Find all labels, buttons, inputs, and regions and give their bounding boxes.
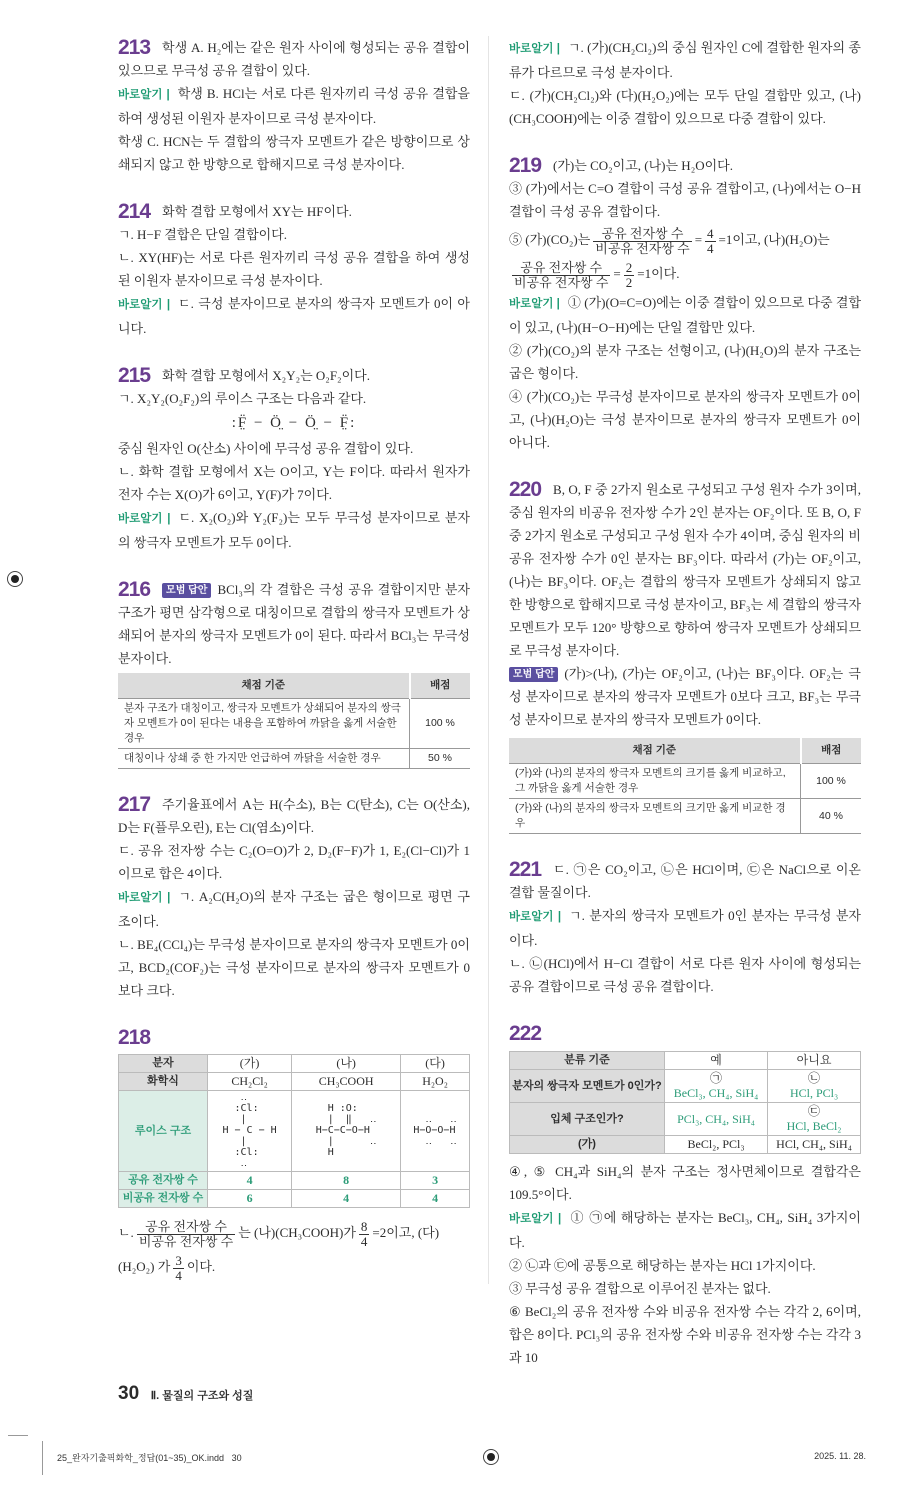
explanation: 학생 C. HCN는 두 결합의 쌍극자 모멘트가 같은 방향이므로 상쇄되지 않고 한 방향으로 합해지므로 극성 분자이다. [118,134,470,172]
chapter-title: Ⅱ. 물질의 구조와 성질 [150,1390,254,1402]
text: = [694,232,703,247]
explanation: 학생 A. H₂에는 같은 원자 사이에 형성되는 공유 결합이 있으므로 무극성 공유 결합이 있다. [118,40,470,78]
marker: ㉡ [808,1071,821,1085]
text: = [613,266,621,281]
text: 는 (나)(CH₃COOH)가 [238,1225,356,1240]
print-date: 2025. 11. 28. [814,1451,866,1461]
lewis-structure: H :O: | ‖ ‥ H−C−C−O−H | ‥ H [315,1103,377,1158]
answer-222 [509,1022,861,1369]
explanation: ㄷ. (가)(CH₂Cl₂)와 (다)(H₂O₂)에는 모두 단일 결합만 있고, (나)(CH₃COOH)에는 이중 결합이 있으므로 다중 결합이 있다. [509,88,861,126]
question-number: 216 [118,578,151,601]
header-points: 배점 [410,673,471,699]
no-cell: HCl, BeCl₂ [786,1119,842,1133]
correction-label: 바로알기 | [118,299,171,311]
denominator: 4 [707,240,714,256]
explanation: ② (가)(CO₂)의 분자 구조는 선형이고, (나)(H₂O)의 분자 구조는 굽은 형이다. [509,343,861,381]
explanation [118,1216,470,1284]
explanation: ② ㉡과 ㉢에 공통으로 해당하는 분자는 HCl 1가지이다. [509,1258,816,1273]
formula-cell: H₂O₂ [401,1073,470,1091]
denominator: 4 [360,1233,368,1249]
explanation: ㄷ. ㉠은 CO₂이고, ㉡은 HCl이며, ㉢은 NaCl으로 이온 결합 물질이다. [509,862,861,900]
molecule-table [118,1054,470,1208]
explanation: B, O, F 중 2가지 원소로 구성되고 구성 원자 수가 3이며, 중심 원자의 비공유 전자쌍 수가 2인 분자는 OF₂이다. 또 B, O, F 중 2가지 원소로 구성되고 구성 원자 수가 4이며, 중심 원자의 비공유 전자쌍 수가 0인 분자는 BF₃이다. 따라서 (가)는 OF₂이고, (나)는 BF₃이다. OF₂는 결합의 쌍극자 모멘트가 상쇄되지 않고 한 방향으로 합해지므로 극성 분자이고, BF₃는 세 결합의 쌍극자 모멘트가 모두 120° 방향으로 향하여 쌍극자 모멘트가 상쇄되므로 무극성 분자이다. [509,482,861,658]
yes-cell: BeCl₂, PCl₃ [665,1136,768,1154]
left-column [118,36,489,1284]
print-slug-row [0,1435,900,1495]
text: ⑤ (가)(CO₂)는 [509,232,591,247]
header-cell: 분류 기준 [510,1052,665,1070]
explanation [509,223,861,291]
numerator: 3 [175,1252,182,1268]
explanation: ③ (가)에서는 C=O 결합이 극성 공유 결합이고, (나)에서는 O−H 결합이 극성 공유 결합이다. [509,181,861,219]
fraction [359,1220,370,1249]
explanation: 주기율표에서 A는 H(수소), B는 C(탄소), C는 O(산소), D는 F(플루오린), E는 Cl(염소)이다. [118,797,470,835]
header-cell: 분자 [119,1055,208,1073]
explanation: (가)는 CO₂이고, (나)는 H₂O이다. [553,158,733,173]
yes-cell: BeCl₃, CH₄, SiH₄ [673,1086,759,1100]
denominator: 2 [625,274,633,290]
explanation: 중심 원자인 O(산소) 사이에 무극성 공유 결합이 있다. [118,441,414,456]
explanation: ㄱ. A₂C(H₂O)의 분자 구조는 굽은 형이므로 평면 구조이다. [118,889,470,929]
denominator: 비공유 전자쌍 수 [514,274,609,290]
denominator: 비공유 전자쌍 수 [595,240,690,256]
numerator: 4 [707,225,714,241]
crop-mark [42,1441,43,1475]
explanation: ④, ⑤ CH₄과 SiH₄의 분자 구조는 정사면체이므로 결합각은 109.5°이다. [509,1164,861,1202]
criteria-cell: 분자 구조가 대칭이고, 쌍극자 모멘트가 상쇄되어 분자의 쌍극자 모멘트가 0이 된다는 내용을 포함하여 까닭을 옳게 서술한 경우 [118,699,410,749]
value-cell: 4 [208,1172,292,1190]
criteria-cell: 대칭이나 상쇄 중 한 가지만 언급하여 까닭을 서술한 경우 [118,749,410,769]
header-cell: (다) [401,1055,470,1073]
value-cell: 4 [292,1190,401,1208]
value-cell: 6 [208,1190,292,1208]
denominator: 비공유 전자쌍 수 [138,1233,234,1249]
value-cell: 4 [401,1190,470,1208]
fraction [624,261,635,290]
yes-cell: PCl₃, CH₄, SiH₄ [665,1103,768,1136]
value-cell: 8 [292,1172,401,1190]
text: =1이고, (나)(H₂O)는 [718,232,830,247]
scoring-table [509,738,861,834]
numerator: 공유 전자쌍 수 [593,227,691,242]
explanation: ④ (가)(CO₂)는 무극성 분자이므로 분자의 쌍극자 모멘트가 0이고, (나)(H₂O)는 극성 분자이므로 분자의 쌍극자 모멘트가 0이 아니다. [509,389,861,450]
explanation: ㄱ. X₂Y₂(O₂F₂)의 루이스 구조는 다음과 같다. [118,391,367,406]
formula-cell: CH₃COOH [292,1073,401,1091]
lewis-structure: ‥ ‥ H−O−O−H ‥ ‥ [413,1114,457,1147]
criteria-cell: (가)와 (나)의 분자의 쌍극자 모멘트의 크기를 옳게 비교하고, 그 까닭을 옳게 서술한 경우 [509,764,801,799]
fraction [137,1220,235,1249]
explanation: ㄷ. X₂(O₂)와 Y₂(F₂)는 모두 무극성 분자이므로 분자의 쌍극자 모멘트가 모두 0이다. [118,510,470,550]
explanation: 화학 결합 모형에서 XY는 HF이다. [162,204,352,219]
answer-214 [118,200,470,340]
explanation: 화학 결합 모형에서 X₂Y₂는 O₂F₂이다. [162,368,370,383]
explanation: ㄱ. H−F 결합은 단일 결합이다. [118,227,288,242]
fraction [512,261,610,290]
value-cell: 3 [401,1172,470,1190]
header-points: 배점 [801,738,862,764]
model-answer-badge: 모범 답안 [509,667,558,682]
lewis-structure: ‥ :Cl: | H − C − H | :Cl: ‥ [222,1092,277,1169]
row-label: 루이스 구조 [119,1091,208,1172]
explanation: ㄱ. 분자의 쌍극자 모멘트가 0인 분자는 무극성 분자이다. [509,908,861,948]
table-row [118,699,470,749]
no-cell: HCl, PCl₃ [789,1086,839,1100]
registration-mark-icon [483,1449,499,1465]
header-cell: 아니요 [768,1052,861,1070]
criterion-cell: (가) [510,1136,665,1154]
question-number: 221 [509,858,542,881]
numerator: 8 [360,1218,368,1234]
page-number: 30 [118,1383,140,1404]
denominator: 4 [175,1267,182,1283]
header-cell: 예 [665,1052,768,1070]
explanation: 학생 B. HCl는 서로 다른 원자끼리 극성 공유 결합을 하여 생성된 이원자 분자이므로 극성 분자이다. [118,86,470,126]
correction-label: 바로알기 | [118,892,171,904]
fraction [705,227,716,256]
explanation: ㄴ. XY(HF)는 서로 다른 원자끼리 극성 공유 결합을 하여 생성된 이원자 분자이므로 극성 분자이다. [118,250,470,288]
points-cell: 50 % [410,749,471,769]
explanation: BCl₃의 각 결합은 극성 공유 결합이지만 분자 구조가 평면 삼각형으로 대칭이므로 결합의 쌍극자 모멘트가 상쇄되어 분자의 쌍극자 모멘트가 0이 된다. 따라서 BCl₃는 무극성 분자이다. [118,582,470,666]
criteria-cell: (가)와 (나)의 분자의 쌍극자 모멘트의 크기만 옳게 비교한 경우 [509,799,801,834]
page-footer [0,1369,900,1405]
numerator: 공유 전자쌍 수 [137,1220,235,1235]
fraction [173,1254,184,1283]
points-cell: 40 % [801,799,862,834]
explanation: ㄴ. 화학 결합 모형에서 X는 O이고, Y는 F이다. 따라서 원자가 전자 수는 X(O)가 6이고, Y(F)가 7이다. [118,464,470,502]
model-answer-badge: 모범 답안 [162,583,211,598]
correction-label: 바로알기 | [118,513,171,525]
question-number: 213 [118,36,151,59]
crop-mark [8,1435,28,1436]
answer-220 [509,478,861,834]
answer-219 [509,154,861,454]
no-cell: HCl, CH₄, SiH₄ [768,1136,861,1154]
question-number: 218 [118,1026,151,1049]
criterion-cell: 입체 구조인가? [510,1103,665,1136]
explanation: ① ㉠에 해당하는 분자는 BeCl₃, CH₄, SiH₄ 3가지이다. [509,1210,861,1250]
text: ㄴ. [118,1225,134,1240]
correction-label: 바로알기 | [509,298,560,310]
question-number: 219 [509,154,542,177]
header-criteria: 채점 기준 [509,738,801,764]
scoring-table [118,673,470,769]
answer-218-corrections [509,36,861,130]
question-number: 215 [118,364,151,387]
explanation: ① (가)(O=C=O)에는 이중 결합이 있으므로 다중 결합이 있고, (나)(H−O−H)에는 단일 결합만 있다. [509,295,861,335]
question-number: 214 [118,200,151,223]
header-cell: (나) [292,1055,401,1073]
explanation: ③ 무극성 공유 결합으로 이루어진 분자는 없다. [509,1281,771,1296]
table-row [118,749,470,769]
numerator: 공유 전자쌍 수 [512,261,610,276]
points-cell: 100 % [801,764,862,799]
explanation: ㄴ. BE₄(CCl₄)는 무극성 분자이므로 분자의 쌍극자 모멘트가 0이고, BCD₂(COF₂)는 극성 분자이므로 분자의 쌍극자 모멘트가 0보다 크다. [118,937,470,998]
fraction [593,227,691,256]
question-number: 220 [509,478,542,501]
table-row [509,799,861,834]
answer-218 [118,1026,470,1284]
formula-cell: CH₂Cl₂ [208,1073,292,1091]
text: 가 [157,1259,171,1274]
answer-221 [509,858,861,998]
header-criteria: 채점 기준 [118,673,410,699]
explanation: ㄷ. 극성 분자이므로 분자의 쌍극자 모멘트가 0이 아니다. [118,296,470,336]
text: 이다. [186,1259,216,1274]
numerator: 2 [625,259,633,275]
right-column [489,36,861,1369]
question-number: 222 [509,1022,542,1045]
points-cell: 100 % [410,699,471,749]
explanation: ㄱ. (가)(CH₂Cl₂)의 중심 원자인 C에 결합한 원자의 종류가 다르므로 극성 분자이다. [509,40,861,80]
lewis-structure-o2f2: :F̤̈ − Ö̤ − Ö̤ − F̤̈: [231,415,357,431]
header-cell: (가) [208,1055,292,1073]
registration-mark-icon [7,571,23,587]
explanation: ㄷ. 공유 전자쌍 수는 C₂(O=O)가 2, D₂(F−F)가 1, E₂(Cl−Cl)가 1이므로 합은 4이다. [118,843,470,881]
correction-label: 바로알기 | [509,43,560,55]
row-label: 비공유 전자쌍 수 [119,1190,208,1208]
classification-table [509,1051,861,1154]
row-label: 공유 전자쌍 수 [119,1172,208,1190]
criterion-cell: 분자의 쌍극자 모멘트가 0인가? [510,1070,665,1103]
question-number: 217 [118,793,151,816]
explanation: ㄴ. ㉡(HCl)에서 H−Cl 결합이 서로 다른 원자 사이에 형성되는 공유 결합이므로 극성 공유 결합이다. [509,956,861,994]
answer-215 [118,364,470,554]
text: =2이고, (다)(H₂O₂) [118,1225,440,1274]
answer-217 [118,793,470,1002]
correction-label: 바로알기 | [509,911,562,923]
explanation: ⑥ BeCl₂의 공유 전자쌍 수와 비공유 전자쌍 수는 각각 2, 6이며, 합은 8이다. PCl₃의 공유 전자쌍 수와 비공유 전자쌍 수는 각각 3과 10 [509,1304,861,1365]
answer-213 [118,36,470,176]
explanation: (가)>(나), (가)는 OF₂이고, (나)는 BF₃이다. OF₂는 극성 분자이므로 분자의 쌍극자 모멘트가 0보다 크고, BF₃는 무극성 분자이므로 분자의 쌍극자 모멘트가 0이다. [509,666,861,727]
row-label: 화학식 [119,1073,208,1091]
correction-label: 바로알기 | [509,1213,562,1225]
answer-216 [118,578,470,769]
table-row [509,764,861,799]
correction-label: 바로알기 | [118,89,170,101]
file-slug: 25_완자기출픽화학_정답(01~35)_OK.indd 30 [57,1453,242,1463]
marker: ㉠ [710,1071,723,1085]
marker: ㉢ [808,1104,821,1118]
text: =1이다. [637,266,680,281]
